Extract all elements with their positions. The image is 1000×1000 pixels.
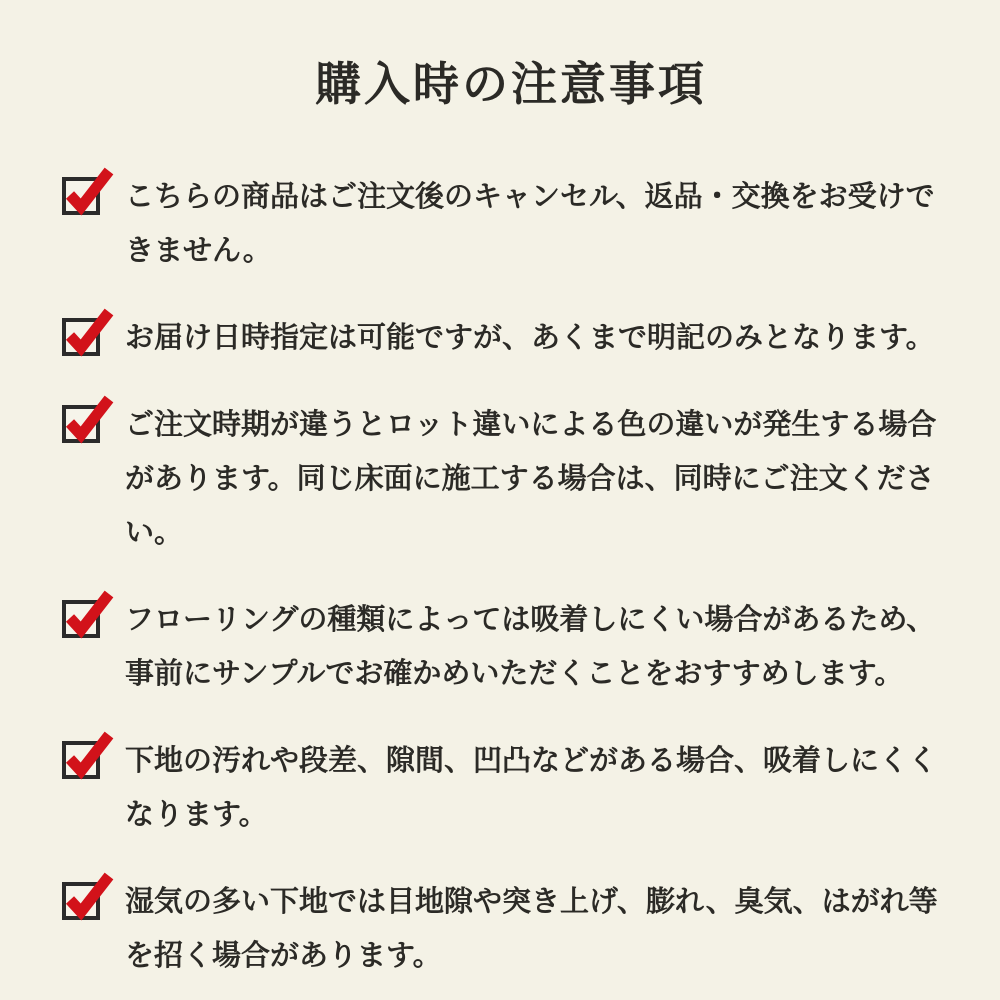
notice-list-item xyxy=(62,398,960,560)
notice-text: お届け日時指定は可能ですが、あくまで明記のみとなります。 xyxy=(125,322,935,354)
notice-list-item xyxy=(62,311,960,365)
notice-text: 下地の汚れや段差、隙間、凹凸などがある場合、吸着しにくくなります。 xyxy=(125,745,938,831)
red-checkmark-icon xyxy=(62,308,114,360)
red-checkmark-icon xyxy=(62,872,114,924)
notice-text: フローリングの種類によっては吸着しにくい場合があるため、事前にサンプルでお確かめいただくことをおすすめします。 xyxy=(125,604,936,690)
notice-list xyxy=(62,170,960,983)
red-checkmark-icon xyxy=(62,395,114,447)
notice-list-item xyxy=(62,593,960,701)
red-checkmark-icon xyxy=(62,167,114,219)
checked-checkbox-icon xyxy=(62,741,100,779)
checked-checkbox-icon xyxy=(62,882,100,920)
notice-text: ご注文時期が違うとロット違いによる色の違いが発生する場合があります。同じ床面に施工する場合は、同時にご注文ください。 xyxy=(125,409,937,549)
notice-text: 湿気の多い下地では目地隙や突き上げ、膨れ、臭気、はがれ等を招く場合があります。 xyxy=(125,886,938,972)
checked-checkbox-icon xyxy=(62,405,100,443)
page-title: 購入時の注意事項 xyxy=(315,58,707,110)
notice-list-item xyxy=(62,875,960,983)
red-checkmark-icon xyxy=(62,590,114,642)
red-checkmark-icon xyxy=(62,731,114,783)
checked-checkbox-icon xyxy=(62,600,100,638)
checked-checkbox-icon xyxy=(62,177,100,215)
notice-list-item xyxy=(62,734,960,842)
checked-checkbox-icon xyxy=(62,318,100,356)
notice-text: こちらの商品はご注文後のキャンセル、返品・交換をお受けできません。 xyxy=(125,181,935,267)
notice-list-item xyxy=(62,170,960,278)
